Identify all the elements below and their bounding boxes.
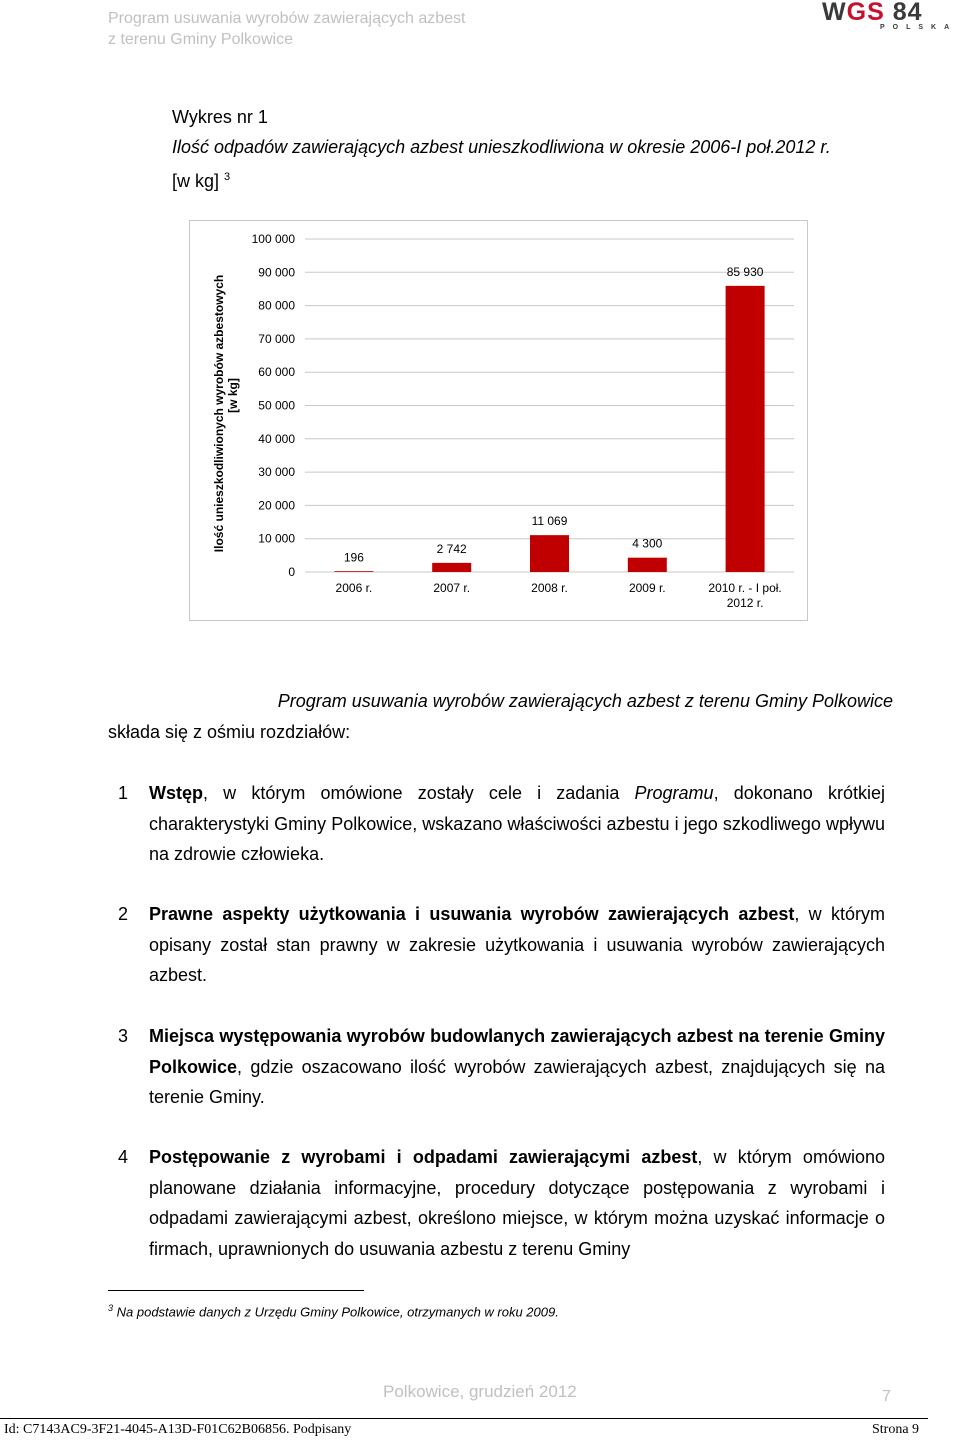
company-logo: WGS 84 POLSKA bbox=[822, 0, 958, 31]
page-indicator: Strona 9 bbox=[872, 1422, 920, 1437]
y-tick-label: 80 000 bbox=[258, 298, 295, 313]
y-tick-label: 30 000 bbox=[258, 465, 295, 480]
x-tick-label: 2008 r. bbox=[531, 581, 568, 595]
footnote-separator bbox=[108, 1290, 364, 1291]
y-tick-label: 50 000 bbox=[258, 398, 295, 413]
list-item-number: 4 bbox=[118, 1147, 129, 1167]
bottom-divider bbox=[0, 1418, 928, 1419]
x-tick-label: 2007 r. bbox=[433, 581, 471, 595]
chart-unit: [w kg] $^3$ bbox=[172, 171, 231, 191]
y-axis-title: Ilość unieszkodliwionych wyrobów azbestowych bbox=[212, 274, 226, 553]
y-tick-label: 100 000 bbox=[251, 232, 295, 246]
y-tick-label: 0 bbox=[288, 565, 295, 579]
chart-caption: Ilość odpadów zawierających azbest unieszkodliwiona w okresie 2006-I poł.2012 r. bbox=[172, 137, 831, 157]
bar bbox=[334, 571, 373, 572]
x-tick-label: 2006 r. bbox=[335, 581, 373, 595]
y-tick-label: 70 000 bbox=[258, 331, 295, 346]
bar-chart bbox=[190, 221, 809, 622]
header-title-line2: z terenu Gminy Polkowice bbox=[108, 31, 293, 48]
x-tick-label: 2009 r. bbox=[628, 581, 666, 595]
list-item-2: 2 Prawne aspekty użytkowania i usuwania wyrobów zawierających azbest, w którym opisany został stan prawny w zakresie użytkowania i usuwania wyrobów zawierających azbest. bbox=[108, 899, 893, 991]
footnote-ref: 3 bbox=[224, 171, 231, 183]
bar bbox=[628, 558, 667, 572]
list-item-4: 4 Postępowanie z wyrobami i odpadami zawierającymi azbest, w którym omówiono planowane działania informacyjne, procedury dotyczące postępowania z wyrobami i odpadami zawierającymi azbest, określono miejsce, w którym można uzyskać informacje o firmach, uprawnionych do usuwania azbestu z terenu Gminy bbox=[108, 1142, 893, 1264]
data-label: 11 069 bbox=[531, 514, 568, 529]
y-tick-label: 40 000 bbox=[258, 431, 295, 446]
header-title-line1: Program usuwania wyrobów zawierających azbest bbox=[108, 10, 466, 27]
data-label: 196 bbox=[343, 550, 364, 565]
list-item-number: 1 bbox=[118, 783, 129, 803]
footnote: $^3$ Na podstawie danych z Urzędu Gminy Polkowice, otrzymanych w roku 2009. bbox=[108, 1303, 559, 1320]
intro-line1: Program usuwania wyrobów zawierających azbest z terenu Gminy Polkowice bbox=[277, 691, 893, 711]
list-item-number: 3 bbox=[118, 1026, 129, 1046]
y-tick-label: 90 000 bbox=[258, 265, 295, 280]
x-tick-label: 2012 r. bbox=[726, 596, 764, 610]
list-item-3: 3 Miejsca występowania wyrobów budowlanych zawierających azbest na terenie Gminy Polkowice, gdzie oszacowano ilość wyrobów zawierających azbest, znajdujących się na terenie Gminy. bbox=[108, 1021, 893, 1113]
y-tick-label: 60 000 bbox=[258, 365, 295, 380]
intro-line2: składa się z ośmiu rozdziałów: bbox=[108, 722, 351, 742]
footer-page-number: 7 bbox=[882, 1388, 891, 1405]
x-tick-label: 2010 r. - I poł. bbox=[708, 581, 782, 595]
bar bbox=[530, 535, 569, 572]
document-id: Id: C7143AC9-3F21-4045-A13D-F01C62B06856. Podpisany bbox=[4, 1422, 352, 1437]
data-label: 2 742 bbox=[436, 541, 467, 556]
bar bbox=[726, 286, 765, 572]
y-tick-label: 20 000 bbox=[258, 498, 295, 513]
list-item-number: 2 bbox=[118, 904, 129, 924]
chart-frame bbox=[189, 220, 808, 621]
y-axis-unit: [w kg] bbox=[226, 378, 240, 413]
footer-place-date: Polkowice, grudzień 2012 bbox=[383, 1382, 577, 1401]
y-tick-label: 10 000 bbox=[258, 531, 295, 546]
bar bbox=[432, 563, 471, 572]
data-label: 85 930 bbox=[726, 264, 764, 279]
data-label: 4 300 bbox=[632, 536, 663, 551]
list-item-1: 1 Wstęp, w którym omówione zostały cele i zadania Programu, dokonano krótkiej charakterystyki Gminy Polkowice, wskazano właściwości azbestu i jego szkodliwego wpływu na zdrowie człowieka. bbox=[108, 778, 893, 870]
chart-number: Wykres nr 1 bbox=[172, 107, 268, 127]
header-title bbox=[108, 8, 466, 50]
